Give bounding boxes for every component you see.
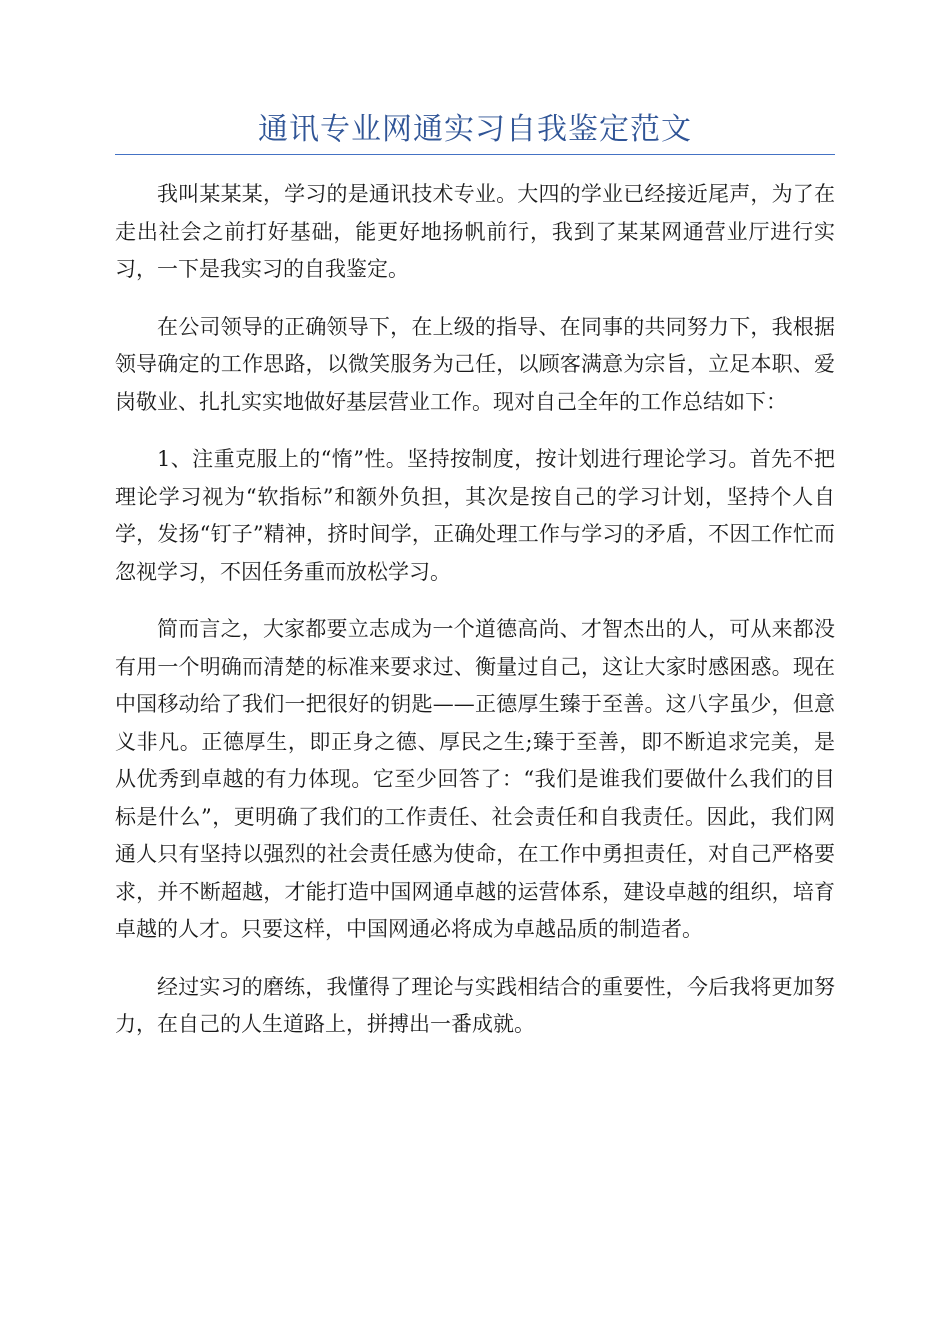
document-body	[115, 176, 835, 1064]
paragraph-values: 简而言之，大家都要立志成为一个道德高尚、才智杰出的人，可从来都没有用一个明确而清楚的标准来要求过、衡量过自己，这让大家时感困惑。现在中国移动给了我们一把很好的钥匙——正德厚生臻于至善。这八字虽少，但意义非凡。正德厚生，即正身之德、厚民之生;臻于至善，即不断追求完美，是从优秀到卓越的有力体现。它至少回答了：“我们是谁我们要做什么我们的目标是什么”，更明确了我们的工作责任、社会责任和自我责任。因此，我们网通人只有坚持以强烈的社会责任感为使命，在工作中勇担责任，对自己严格要求，并不断超越，才能打造中国网通卓越的运营体系，建设卓越的组织，培育卓越的人才。只要这样，中国网通必将成为卓越品质的制造者。	[115, 617, 835, 941]
paragraph-intro: 我叫某某某，学习的是通讯技术专业。大四的学业已经接近尾声，为了在走出社会之前打好基础，能更好地扬帆前行，我到了某某网通营业厅进行实习，一下是我实习的自我鉴定。	[115, 182, 835, 281]
paragraph-study-point: 1、注重克服上的“惰”性。坚持按制度，按计划进行理论学习。首先不把理论学习视为“软指标”和额外负担，其次是按自己的学习计划，坚持个人自学，发扬“钉子”精神，挤时间学，正确处理工作与学习的矛盾，不因工作忙而忽视学习，不因任务重而放松学习。	[115, 447, 835, 584]
document-title: 通讯专业网通实习自我鉴定范文	[258, 112, 692, 147]
paragraph-conclusion: 经过实习的磨练，我懂得了理论与实践相结合的重要性，今后我将更加努力，在自己的人生道路上，拼搏出一番成就。	[115, 974, 835, 1036]
title-underline	[115, 154, 835, 155]
paragraph-work-context: 在公司领导的正确领导下，在上级的指导、在同事的共同努力下，我根据领导确定的工作思路，以微笑服务为己任，以顾客满意为宗旨，立足本职、爱岗敬业、扎扎实实地做好基层营业工作。现对自己全年的工作总结如下：	[115, 314, 835, 414]
